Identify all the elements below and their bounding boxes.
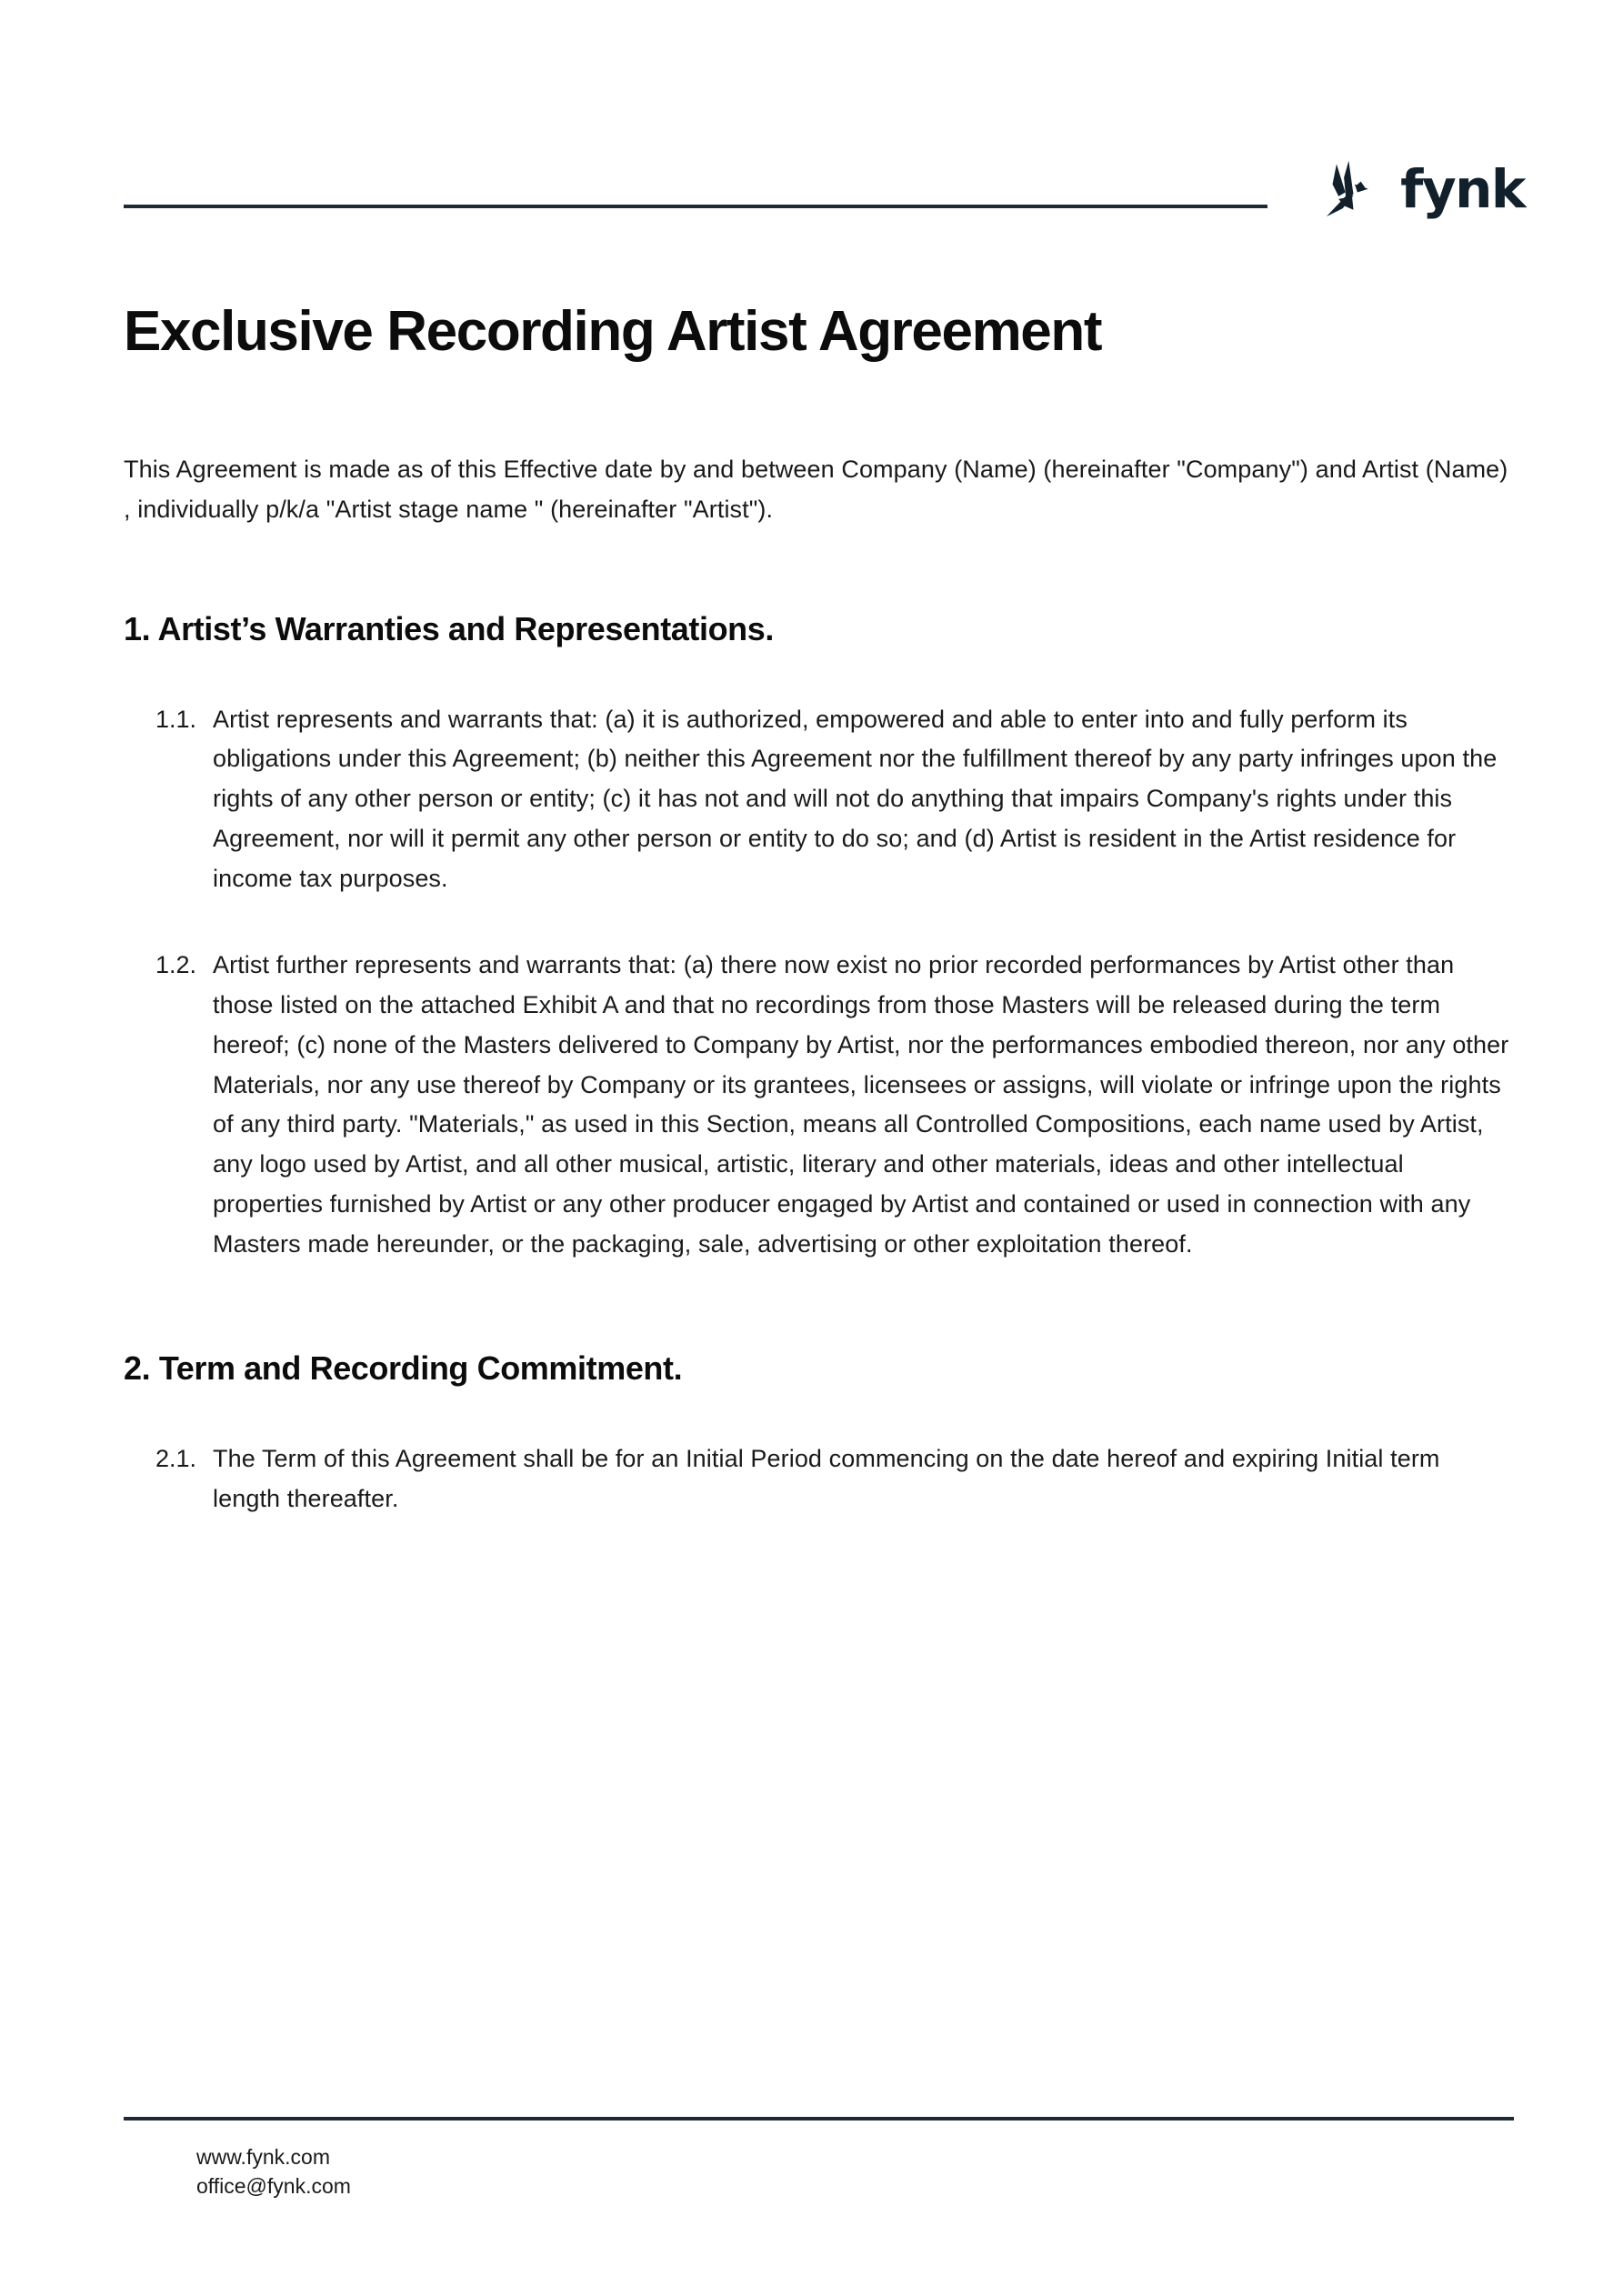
section-2 (124, 1348, 1514, 1519)
intro-paragraph: This Agreement is made as of this Effective date by and between Company (Name) (hereinafter "Company") and Artist (Name) , individually p/k/a "Artist stage name " (hereinafter "Artist"). (124, 456, 1508, 524)
clause-1-2 (124, 946, 1514, 1264)
clause-1-1 (124, 700, 1514, 899)
page-title: Exclusive Recording Artist Agreement (124, 300, 1102, 363)
section-heading: 1. Artist’s Warranties and Representations. (124, 609, 774, 647)
footer-contact (124, 2142, 1514, 2201)
footer-email[interactable]: office@fynk.com (196, 2174, 351, 2199)
clause-number: 1.1. (155, 705, 196, 733)
section-heading: 2. Term and Recording Commitment. (124, 1349, 683, 1388)
header-divider (124, 205, 1267, 208)
section-1 (124, 608, 1514, 1264)
brand-wordmark: fynk (1400, 158, 1525, 220)
clause-text: Artist further represents and warrants that: (a) there now exist no prior recorded performances by Artist other than those listed on the attached Exhibit A and that no recordings from those Masters will be released during the term hereof; (c) none of the Masters delivered to Company by Artist, nor the performances embodied thereon, nor any other Materials, nor any use thereof by Company or its grantees, licensees or assigns, will violate or infringe upon the rights of any third party. "Materials," as used in this Section, means all Controlled Compositions, each name used by Artist, any logo used by Artist, and all other musical, artistic, literary and other materials, ideas and other intellectual properties furnished by Artist or any other producer engaged by Artist and contained or used in connection with any Masters made hereunder, or the packaging, sale, advertising or other exploitation thereof. (213, 951, 1509, 1258)
clause-number: 2.1. (155, 1445, 196, 1473)
document-footer (124, 2117, 1514, 2201)
clause-number: 1.2. (155, 951, 196, 979)
document-header (0, 136, 1623, 236)
clause-text: Artist represents and warrants that: (a) it is authorized, empowered and able to enter into and fully perform its obligations under this Agreement; (b) neither this Agreement nor the fulfillment thereof by any party infringes upon the rights of any other person or entity; (c) it has not and will not do anything that impairs Company's rights under this Agreement, nor will it permit any other person or entity to do so; and (d) Artist is resident in the Artist residence for income tax purposes. (213, 705, 1498, 892)
footer-divider (124, 2117, 1514, 2121)
brand-logo (1318, 157, 1525, 225)
origami-bird-icon (1318, 157, 1386, 225)
document-body (124, 300, 1514, 1519)
clause-text: The Term of this Agreement shall be for an Initial Period commencing on the date hereof and expiring Initial term length thereafter. (213, 1445, 1440, 1512)
footer-website[interactable]: www.fynk.com (196, 2144, 330, 2169)
clause-2-1 (124, 1439, 1514, 1519)
